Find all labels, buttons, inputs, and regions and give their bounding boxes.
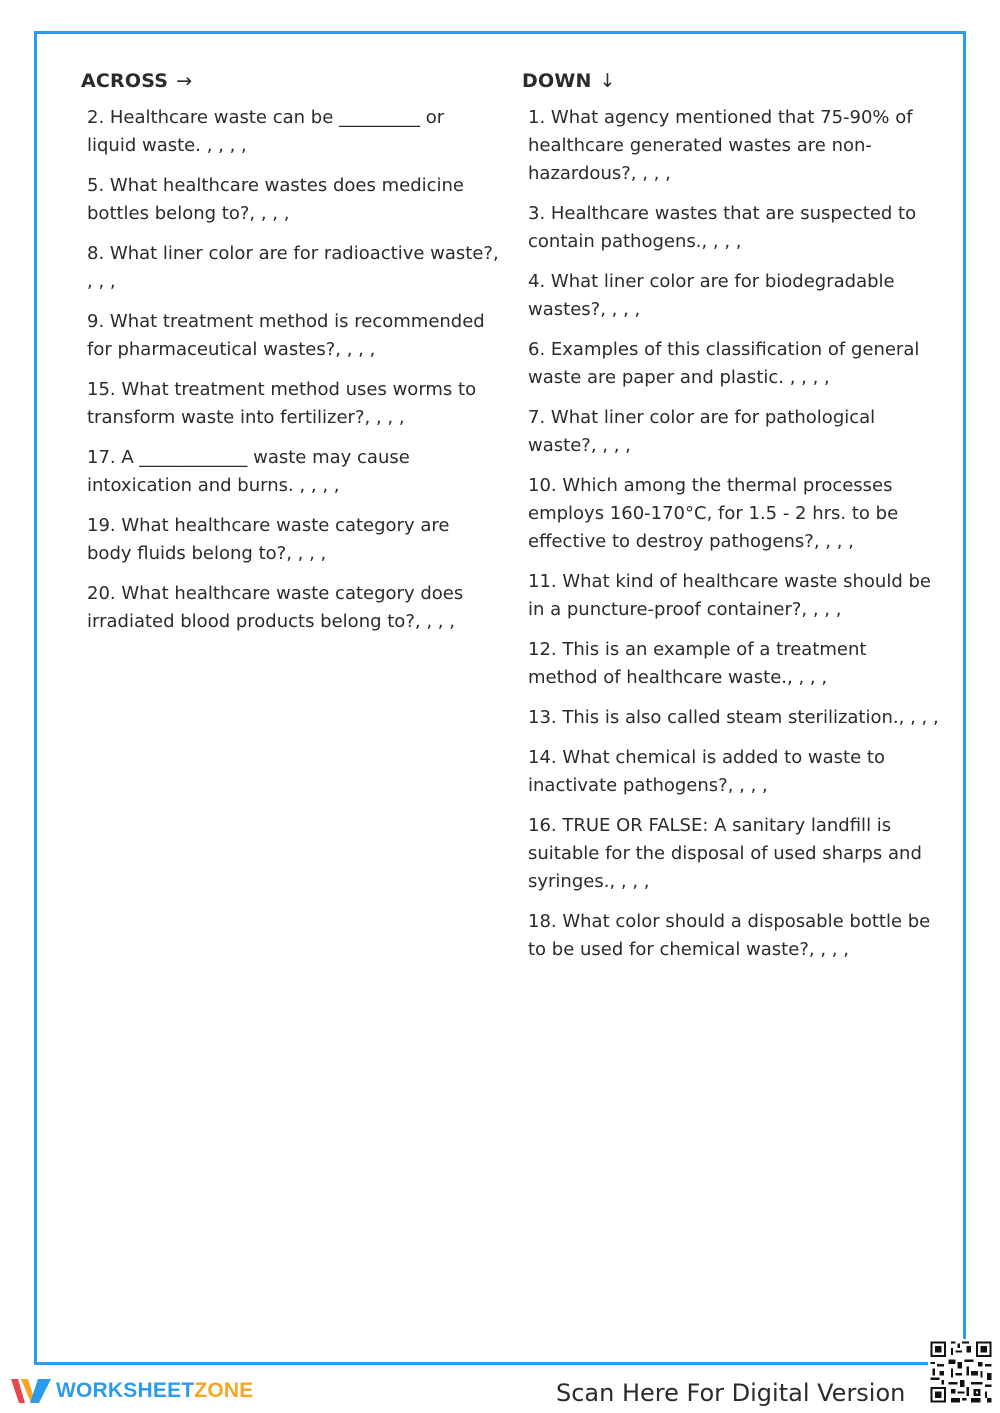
w-logo-icon [10, 1376, 52, 1406]
worksheet-frame [34, 31, 966, 1365]
down-clue: 10. Which among the thermal processes employs 160-170°C, for 1.5 - 2 hrs. to be effective to destroy pathogens?, , , , [528, 475, 899, 552]
down-clue: 7. What liner color are for pathological waste?, , , , [528, 407, 876, 456]
across-clue: 17. A ____________ waste may cause intoxication and burns. , , , , [87, 447, 410, 496]
down-clue: 1. What agency mentioned that 75-90% of healthcare generated wastes are non-hazardous?, , , , [528, 107, 913, 184]
across-heading-label: ACROSS [81, 70, 169, 92]
down-clue: 11. What kind of healthcare waste should be in a puncture-proof container?, , , , [528, 571, 931, 620]
across-clue: 15. What treatment method uses worms to transform waste into fertilizer?, , , , [87, 379, 477, 428]
down-clue: 12. This is an example of a treatment method of healthcare waste., , , , [528, 639, 867, 688]
down-heading [522, 70, 942, 92]
down-clue: 16. TRUE OR FALSE: A sanitary landfill is suitable for the disposal of used sharps and syringes., , , , [528, 815, 922, 892]
down-clue: 3. Healthcare wastes that are suspected to contain pathogens., , , , [528, 203, 917, 252]
down-clue: 13. This is also called steam sterilization., , , , [528, 707, 939, 728]
across-clue: 20. What healthcare waste category does irradiated blood products belong to?, , , , [87, 583, 464, 632]
down-clue: 4. What liner color are for biodegradable wastes?, , , , [528, 271, 895, 320]
down-heading-label: DOWN [522, 70, 592, 92]
worksheetzone-logo[interactable] [10, 1374, 253, 1408]
across-clue: 8. What liner color are for radioactive waste?, , , , [87, 243, 499, 292]
across-clue: 9. What treatment method is recommended for pharmaceutical wastes?, , , , [87, 311, 485, 360]
qr-code-icon[interactable] [928, 1339, 994, 1405]
down-clue: 6. Examples of this classification of general waste are paper and plastic. , , , , [528, 339, 920, 388]
down-column [522, 70, 942, 976]
right-arrow-icon: → [176, 70, 193, 92]
logo-wordmark [56, 1379, 253, 1403]
across-clue: 2. Healthcare waste can be _________ or liquid waste. , , , , [87, 107, 445, 156]
across-heading [81, 70, 501, 92]
qr-code-graphic [928, 1339, 994, 1405]
logo-word-zone: ZONE [194, 1379, 254, 1402]
across-column [81, 70, 501, 648]
across-clue: 5. What healthcare wastes does medicine bottles belong to?, , , , [87, 175, 465, 224]
down-arrow-icon: ↓ [599, 70, 616, 92]
scan-instruction: Scan Here For Digital Version [556, 1379, 906, 1407]
logo-word-worksheet: WORKSHEET [56, 1379, 195, 1402]
footer [0, 1365, 1000, 1413]
across-clue: 19. What healthcare waste category are body fluids belong to?, , , , [87, 515, 450, 564]
down-clue: 18. What color should a disposable bottle be to be used for chemical waste?, , , , [528, 911, 931, 960]
down-clue: 14. What chemical is added to waste to inactivate pathogens?, , , , [528, 747, 885, 796]
